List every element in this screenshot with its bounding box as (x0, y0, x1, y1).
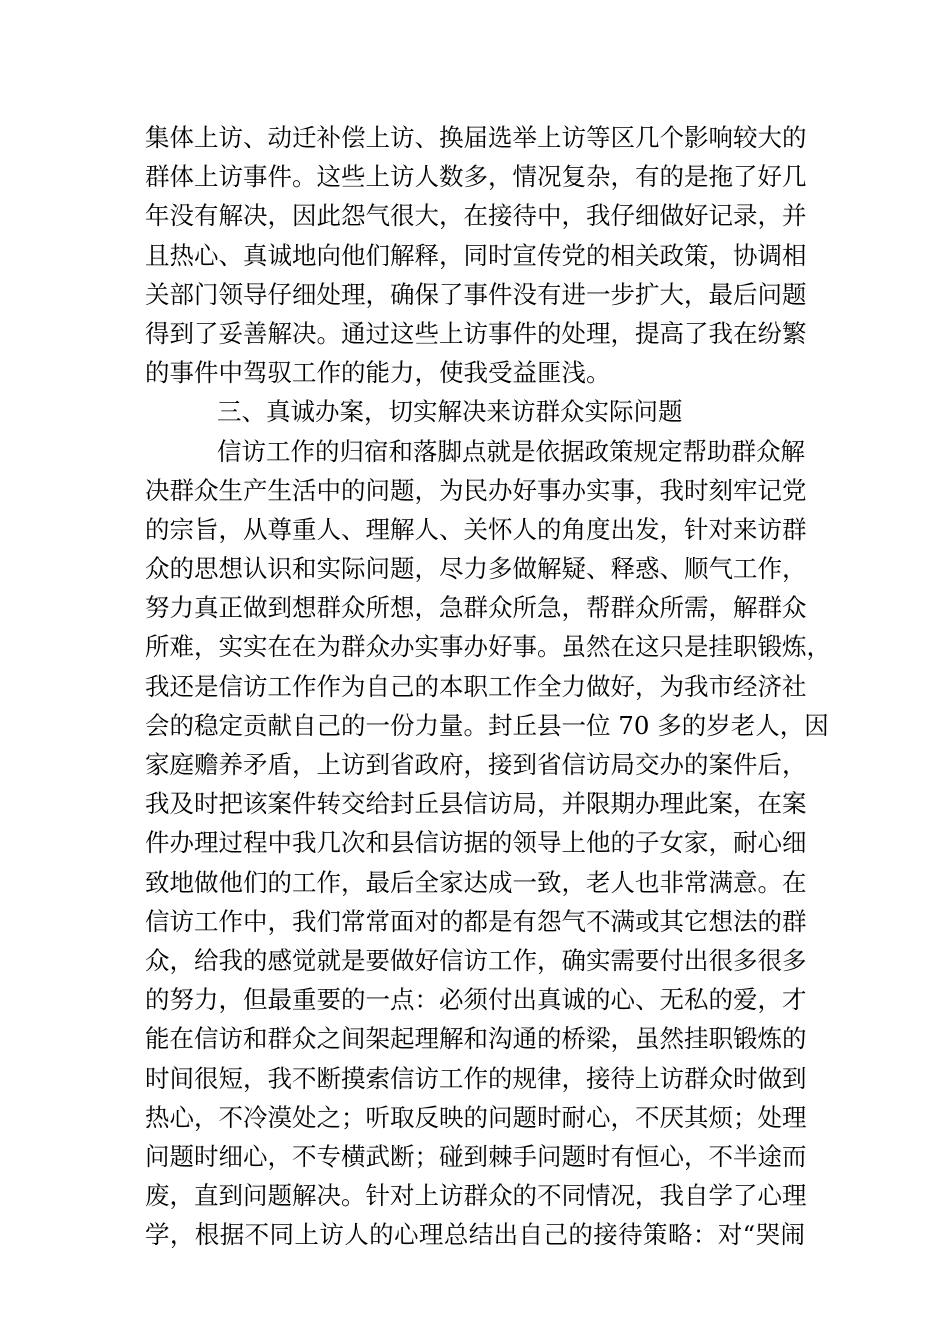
text-line: 我还是信访工作作为自己的本职工作全力做好，为我市经济社 (145, 671, 807, 701)
text-line: 信访工作的归宿和落脚点就是依据政策规定帮助群众解 (217, 436, 805, 466)
text-line: 努力真正做到想群众所想，急群众所急，帮群众所需，解群众 (145, 593, 807, 623)
text-line: 关部门领导仔细处理，确保了事件没有进一步扩大，最后问题 (145, 279, 807, 309)
text-line: 信访工作中，我们常常面对的都是有怨气不满或其它想法的群 (145, 906, 807, 936)
text-line: 且热心、真诚地向他们解释，同时宣传党的相关政策，协调相 (145, 240, 807, 270)
text-line: 我及时把该案件转交给封丘县信访局，并限期办理此案，在案 (145, 789, 807, 819)
text-line: 众的思想认识和实际问题，尽力多做解疑、释惑、顺气工作， (145, 554, 807, 584)
text-line: 家庭赡养矛盾，上访到省政府，接到省信访局交办的案件后， (145, 750, 807, 779)
text-line: 学，根据不同上访人的心理总结出自己的接待策略：对“哭闹 (145, 1220, 805, 1250)
text-line: 决群众生产生活中的问题，为民办好事办实事，我时刻牢记党 (145, 475, 807, 505)
text-line: 集体上访、动迁补偿上访、换届选举上访等区几个影响较大的 (145, 123, 807, 152)
section-heading: 三、真诚办案，切实解决来访群众实际问题 (217, 397, 683, 427)
text-line: 的宗旨，从尊重人、理解人、关怀人的角度出发，针对来访群 (145, 514, 807, 544)
text-line: 时间很短，我不断摸索信访工作的规律，接待上访群众时做到 (145, 1063, 807, 1093)
document-body (145, 118, 831, 1254)
text-line: 热心，不冷漠处之；听取反映的问题时耐心，不厌其烦；处理 (145, 1102, 807, 1132)
text-line: 的事件中驾驭工作的能力，使我受益匪浅。 (145, 358, 611, 388)
text-line: 致地做他们的工作，最后全家达成一致，老人也非常满意。在 (145, 867, 807, 897)
text-line: 所难，实实在在为群众办实事办好事。虽然在这只是挂职锻炼， (145, 632, 831, 662)
text-line: 件办理过程中我几次和县信访据的领导上他的子女家，耐心细 (145, 828, 807, 858)
text-line: 问题时细心，不专横武断；碰到棘手问题时有恒心，不半途而 (145, 1141, 807, 1171)
text-line: 众，给我的感觉就是要做好信访工作，确实需要付出很多很多 (145, 945, 807, 975)
text-line: 年没有解决，因此怨气很大，在接待中，我仔细做好记录，并 (145, 201, 807, 231)
text-line: 得到了妥善解决。通过这些上访事件的处理，提高了我在纷繁 (145, 318, 807, 348)
text-line: 废，直到问题解决。针对上访群众的不同情况，我自学了心理 (145, 1181, 807, 1211)
text-line: 群体上访事件。这些上访人数多，情况复杂，有的是拖了好几 (145, 162, 807, 192)
text-line: 能在信访和群众之间架起理解和沟通的桥梁，虽然挂职锻炼的 (145, 1024, 807, 1054)
text-line: 的努力，但最重要的一点：必须付出真诚的心、无私的爱，才 (145, 985, 807, 1015)
text-line: 会的稳定贡献自己的一份力量。封丘县一位 70 多的岁老人，因 (145, 710, 829, 740)
